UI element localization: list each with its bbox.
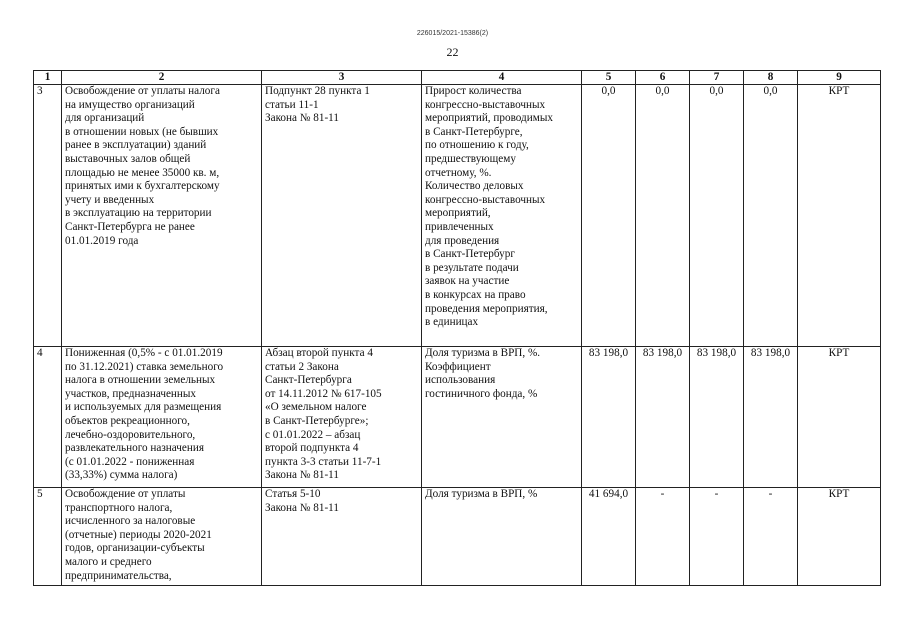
value-col6: 0,0 bbox=[636, 85, 690, 347]
value-col5: 0,0 bbox=[582, 85, 636, 347]
program-code: КРТ bbox=[798, 488, 881, 586]
value-col8: 83 198,0 bbox=[744, 347, 798, 488]
program-code: КРТ bbox=[798, 85, 881, 347]
page-number: 22 bbox=[446, 45, 459, 59]
benefit-description: Пониженная (0,5% - с 01.01.2019 по 31.12.2021) ставка земельного налога в отношении земельных участков, предназначенных и используемых для размещения объектов рекреационного, лечебно-оздоровительного, развлекательного назначения (с 01.01.2022 - пониженная (33,33%) сумма налога) bbox=[62, 347, 262, 488]
indicator: Доля туризма в ВРП, % bbox=[422, 488, 582, 586]
table-row bbox=[34, 488, 881, 586]
column-header: 8 bbox=[744, 71, 798, 85]
column-header: 3 bbox=[262, 71, 422, 85]
column-header: 9 bbox=[798, 71, 881, 85]
column-header: 1 bbox=[34, 71, 62, 85]
indicator: Прирост количества конгрессно-выставочных мероприятий, проводимых в Санкт-Петербурге, по отношению к году, предшествующему отчетному, %. Количество деловых конгрессно-выставочных мероприятий, привлеченных для проведения в Санкт-Петербург в результате подачи заявок на участие в конкурсах на право проведения мероприятия, в единицах bbox=[422, 85, 582, 347]
column-header: 7 bbox=[690, 71, 744, 85]
table-row bbox=[34, 85, 881, 347]
table-row bbox=[34, 347, 881, 488]
benefits-table bbox=[33, 70, 881, 586]
document-number: 226015/2021-15386(2) bbox=[416, 30, 489, 37]
benefit-description: Освобождение от уплаты налога на имущество организаций для организаций в отношении новых (не бывших ранее в эксплуатации) зданий выставочных залов общей площадью не менее 35000 кв. м, принятых ими к бухгалтерскому учету и введенных в эксплуатацию на территории Санкт-Петербурга не ранее 01.01.2019 года bbox=[62, 85, 262, 347]
legal-basis: Статья 5-10 Закона № 81-11 bbox=[262, 488, 422, 586]
column-header: 2 bbox=[62, 71, 262, 85]
value-col7: 83 198,0 bbox=[690, 347, 744, 488]
row-number: 5 bbox=[34, 488, 62, 586]
column-header: 5 bbox=[582, 71, 636, 85]
value-col7: 0,0 bbox=[690, 85, 744, 347]
value-col8: 0,0 bbox=[744, 85, 798, 347]
column-header: 4 bbox=[422, 71, 582, 85]
legal-basis: Абзац второй пункта 4 статьи 2 Закона Санкт-Петербурга от 14.11.2012 № 617-105 «О земельном налоге в Санкт-Петербурге»; с 01.01.2022 – абзац второй подпункта 4 пункта 3-3 статьи 11-7-1 Закона № 81-11 bbox=[262, 347, 422, 488]
value-col8: - bbox=[744, 488, 798, 586]
value-col6: - bbox=[636, 488, 690, 586]
row-number: 4 bbox=[34, 347, 62, 488]
legal-basis: Подпункт 28 пункта 1 статьи 11-1 Закона № 81-11 bbox=[262, 85, 422, 347]
benefit-description: Освобождение от уплаты транспортного налога, исчисленного за налоговые (отчетные) периоды 2020-2021 годов, организации-субъекты малого и среднего предпринимательства, bbox=[62, 488, 262, 586]
value-col6: 83 198,0 bbox=[636, 347, 690, 488]
row-number: 3 bbox=[34, 85, 62, 347]
value-col5: 83 198,0 bbox=[582, 347, 636, 488]
program-code: КРТ bbox=[798, 347, 881, 488]
value-col5: 41 694,0 bbox=[582, 488, 636, 586]
column-header-row bbox=[34, 71, 881, 85]
indicator: Доля туризма в ВРП, %. Коэффициент использования гостиничного фонда, % bbox=[422, 347, 582, 488]
column-header: 6 bbox=[636, 71, 690, 85]
value-col7: - bbox=[690, 488, 744, 586]
